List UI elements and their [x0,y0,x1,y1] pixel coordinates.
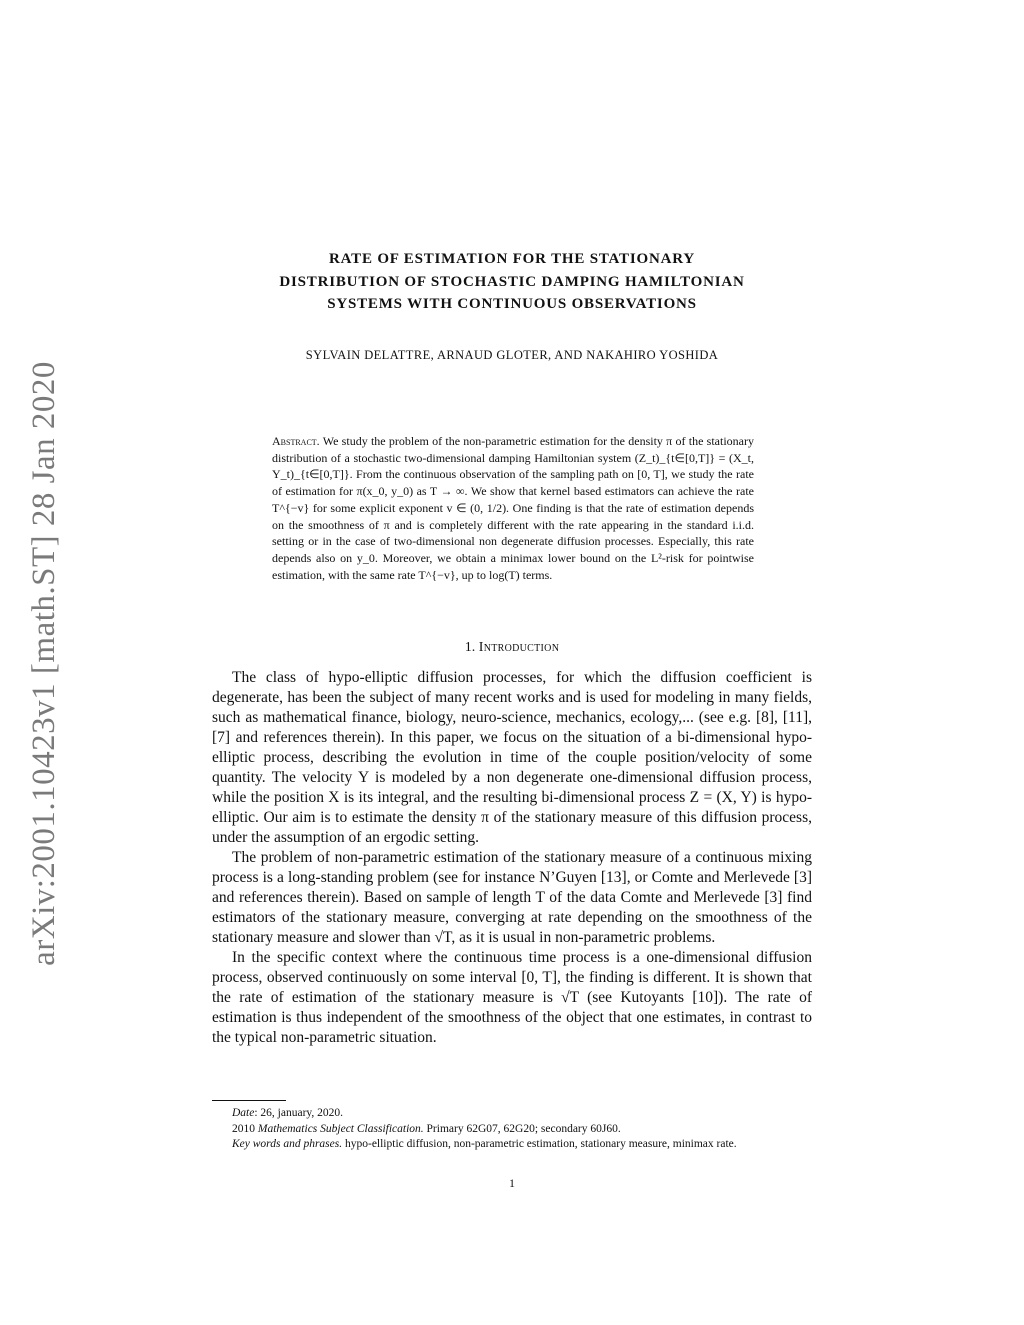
title-line: RATE OF ESTIMATION FOR THE STATIONARY [329,251,695,267]
paragraph: In the specific context where the continuous time process is a one-dimensional diffusion process, observed continuously on some interval [0, T], the finding is different. It is shown that the rate of estimation of the stationary measure is √T (see Kutoyants [10]). The rate of estimation is thus independent of the smoothness of the object that one estimates, in contrast to the typical non-parametric situation. [212,949,812,1046]
author-list: SYLVAIN DELATTRE, ARNAUD GLOTER, AND NAKAHIRO YOSHIDA [305,348,719,362]
footnote-rule [212,1100,286,1101]
footnote-keywords: Key words and phrases. hypo-elliptic diffusion, non-parametric estimation, stationary measure, minimax rate. [232,1138,737,1150]
arxiv-stamp-text: arXiv:2001.10423v1 [math.ST] 28 Jan 2020 [25,360,62,966]
section-title: Introduction [478,640,560,655]
abstract [272,433,754,583]
section-number: 1. [464,640,476,655]
paper-title [212,248,812,316]
abstract-text: We study the problem of the non-parametric estimation for the density π of the stationary distribution of a stochastic two-dimensional damping Hamiltonian system (Z_t)_{t∈[0,T]} = (X_t, Y_t)_{t∈[0,T]}. From the continuous observation of the sampling path on [0, T], we study the rate of estimation for π(x_0, y_0) as T → ∞. We show that kernel based estimators can achieve the rate T^{−v} for some explicit exponent v ∈ (0, 1/2). One finding is that the rate of estimation depends on the smoothness of π and is completely different with the rate appearing in the standard i.i.d. setting or in the case of two-dimensional non degenerate diffusion processes. Especially, this rate depends also on y_0. Moreover, we obtain a minimax lower bound on the L²-risk for pointwise estimation, with the same rate T^{−v}, up to log(T) terms. [272,434,754,582]
footnote-msc: 2010 Mathematics Subject Classification. Primary 62G07, 62G20; secondary 60J60. [232,1122,621,1135]
body-text [212,668,812,1048]
page-number: 1 [509,1176,515,1190]
section-heading [212,640,812,656]
arxiv-stamp [22,343,66,983]
title-line: DISTRIBUTION OF STOCHASTIC DAMPING HAMILTONIAN [279,273,745,290]
title-line: SYSTEMS WITH CONTINUOUS OBSERVATIONS [327,296,697,312]
paragraph: The problem of non-parametric estimation of the stationary measure of a continuous mixing process is a long-standing problem (see for instance N’Guyen [13], or Comte and Merlevede [3] and references therein). Based on sample of length T of the data Comte and Merlevede [3] find estimators of the stationary measure, converging at rate depending on the smoothness of the stationary measure and slower than √T, as it is usual in non-parametric problems. [212,849,812,946]
footnotes [212,1106,812,1153]
footnote-date: Date: 26, january, 2020. [232,1107,344,1119]
paragraph: The class of hypo-elliptic diffusion processes, for which the diffusion coefficient is degenerate, has been the subject of many recent works and is used for modeling in many fields, such as mathematical finance, biology, neuro-science, mechanics, ecology,... (see e.g. [8], [11], [7] and references therein). In this paper, we focus on the situation of a bi-dimensional hypo-elliptic process, describing the evolution in time of the couple position/velocity of some quantity. The velocity Y is modeled by a non degenerate one-dimensional diffusion process, while the position X is its integral, and the resulting bi-dimensional process Z = (X, Y) is hypo-elliptic. Our aim is to estimate the density π of the stationary measure of this diffusion process, under the assumption of an ergodic setting. [212,669,812,846]
abstract-label: Abstract. [272,434,320,448]
